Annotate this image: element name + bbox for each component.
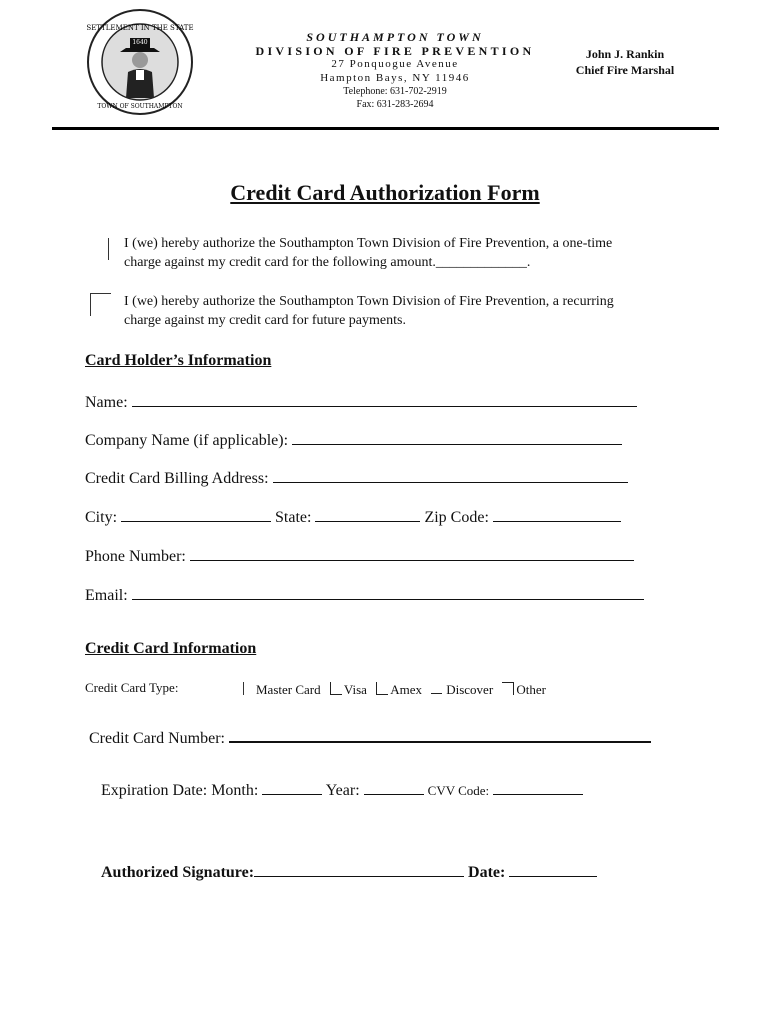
card-number-line[interactable]	[229, 727, 651, 743]
amex-checkbox[interactable]	[376, 682, 388, 695]
expiration-year-label: Year:	[325, 782, 360, 799]
recurring-option-text: I (we) hereby authorize the Southampton Town Division of Fire Prevention, a recurring charge against my credit card for future payments.	[124, 294, 614, 328]
phone-line[interactable]	[190, 546, 634, 561]
zip-line[interactable]	[493, 507, 621, 522]
recurring-checkbox[interactable]	[90, 293, 111, 316]
header-address-line2: Hampton Bays, NY 11946	[320, 72, 470, 84]
date-line[interactable]	[509, 862, 597, 877]
billing-address-field[interactable]	[85, 468, 628, 488]
discover-checkbox[interactable]	[431, 687, 442, 694]
header-town: SOUTHAMPTON TOWN	[306, 30, 484, 44]
card-number-field[interactable]	[89, 727, 651, 748]
card-number-label: Credit Card Number:	[89, 730, 225, 747]
email-field[interactable]	[85, 585, 644, 605]
date-label: Date:	[468, 864, 506, 881]
header-fax: Fax: 631-283-2694	[356, 99, 434, 110]
header-telephone: Telephone: 631-702-2919	[343, 86, 447, 97]
company-line[interactable]	[292, 430, 622, 445]
card-holder-heading: Card Holder’s Information	[85, 352, 272, 369]
type-amex: Amex	[390, 682, 422, 697]
company-field[interactable]	[85, 430, 622, 450]
svg-text:SETTLEMENT IN THE STATE: SETTLEMENT IN THE STATE	[86, 24, 194, 32]
visa-checkbox[interactable]	[330, 682, 342, 695]
one-time-checkbox[interactable]	[108, 238, 109, 260]
name-line[interactable]	[132, 392, 637, 407]
card-type-label: Credit Card Type:	[85, 680, 179, 695]
name-label: Name:	[85, 394, 128, 411]
cvv-line[interactable]	[493, 780, 583, 795]
expiration-year-line[interactable]	[364, 780, 424, 795]
official-name: John J. Rankin	[585, 47, 665, 61]
billing-address-label: Credit Card Billing Address:	[85, 470, 269, 487]
type-other: Other	[516, 682, 547, 697]
type-mastercard: Master Card	[256, 682, 321, 697]
billing-address-line[interactable]	[273, 468, 628, 483]
city-line[interactable]	[121, 507, 271, 522]
state-label: State:	[275, 509, 312, 526]
expiration-month-line[interactable]	[262, 780, 322, 795]
email-label: Email:	[85, 587, 128, 604]
signature-line[interactable]	[254, 862, 464, 877]
town-seal-logo	[86, 8, 194, 116]
city-state-zip-row	[85, 507, 621, 527]
company-label: Company Name (if applicable):	[85, 432, 289, 449]
type-visa: Visa	[343, 682, 367, 697]
other-checkbox[interactable]	[502, 682, 514, 695]
svg-text:1640: 1640	[132, 39, 148, 46]
phone-field[interactable]	[85, 546, 634, 566]
name-field[interactable]	[85, 392, 637, 412]
city-label: City:	[85, 509, 118, 526]
header-divider	[52, 127, 719, 130]
header-address-line1: 27 Ponquogue Avenue	[331, 58, 459, 70]
state-line[interactable]	[315, 507, 420, 522]
expiration-row	[101, 780, 583, 800]
credit-card-heading: Credit Card Information	[85, 640, 257, 657]
mastercard-checkbox[interactable]	[243, 682, 244, 695]
card-type-options	[240, 682, 546, 698]
cvv-label: CVV Code:	[427, 783, 490, 798]
one-time-option-text: I (we) hereby authorize the Southampton Town Division of Fire Prevention, a one-time charge against my credit card for the following amount._____________.	[124, 236, 613, 270]
expiration-month-label: Expiration Date: Month:	[101, 782, 259, 799]
signature-label: Authorized Signature:	[101, 864, 255, 881]
type-discover: Discover	[446, 682, 494, 697]
official-title: Chief Fire Marshal	[575, 63, 675, 77]
phone-label: Phone Number:	[85, 548, 186, 565]
svg-text:TOWN OF SOUTHAMPTON: TOWN OF SOUTHAMPTON	[97, 103, 183, 110]
form-title: Credit Card Authorization Form	[230, 180, 540, 205]
zip-label: Zip Code:	[424, 509, 489, 526]
signature-row	[101, 862, 597, 882]
email-line[interactable]	[132, 585, 644, 600]
header-division: DIVISION OF FIRE PREVENTION	[255, 44, 535, 58]
